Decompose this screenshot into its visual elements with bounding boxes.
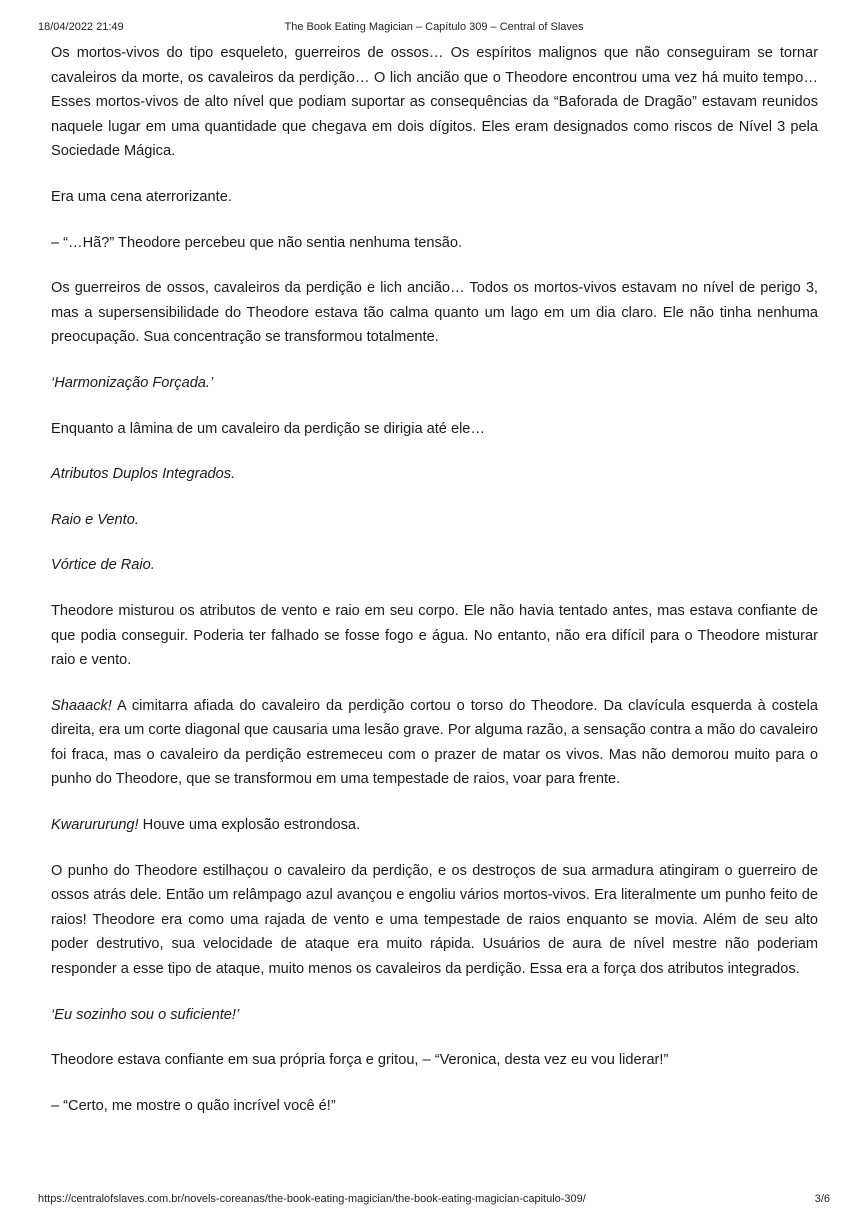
paragraph: – “Certo, me mostre o quão incrível você é!”	[51, 1097, 336, 1114]
italic-line: Raio e Vento.	[51, 511, 139, 528]
paragraph: – “…Hã?” Theodore percebeu que não sentia nenhuma tensão.	[51, 234, 463, 251]
page-title: The Book Eating Magician – Capítulo 309 – Central of Slaves	[284, 21, 584, 33]
paragraph: Era uma cena aterrorizante.	[51, 188, 232, 205]
italic-line: Atributos Duplos Integrados.	[51, 466, 236, 483]
paragraph: O punho do Theodore estilhaçou o cavaleiro da perdição, e os destroços de sua armadura atingiram o guerreiro de ossos atrás dele. Então um relâmpago azul avançou e engoliu vários mortos-vivos. Era literalmente um punho feito de raios! Theodore era como uma rajada de vento e uma tempestade de raios enquanto se movia. Além de seu alto poder destrutivo, sua velocidade de ataque era muito rápida. Usuários de aura de nível mestre não poderiam responder a esse tipo de ataque, muito menos os cavaleiros da perdição. Essa era a força dos atributos integrados.	[51, 862, 818, 978]
italic-line: Vórtice de Raio.	[51, 557, 155, 574]
paragraph: Os mortos-vivos do tipo esqueleto, guerreiros de ossos… Os espíritos malignos que não conseguiram se tornar cavaleiros da morte, os cavaleiros da perdição… O lich ancião que o Theodore encontrou uma vez há muito tempo… Esses mortos-vivos de alto nível que podiam suportar as consequências da “Baforada de Dragão” estavam reunidos naquele lugar em uma quantidade que chegava em dois dígitos. Eles eram designados como riscos de Nível 3 pela Sociedade Mágica.	[51, 45, 818, 160]
print-datetime: 18/04/2022 21:49	[38, 21, 124, 33]
italic-thought: ‘Eu sozinho sou o suficiente!’	[51, 1006, 240, 1023]
paragraph-body: A cimitarra afiada do cavaleiro da perdição cortou o torso do Theodore. Da clavícula esquerda à costela direita, era um corte diagonal que causaria uma lesão grave. Por alguma razão, a sensação contra a mão do cavaleiro foi fraca, mas o cavaleiro da perdição estremeceu com o prazer de matar os vivos. Mas não demorou muito para o punho do Theodore, que se transformou em uma tempestade de raios, voar para frente.	[51, 697, 818, 788]
paragraph: Theodore estava confiante em sua própria força e gritou, – “Veronica, desta vez eu vou liderar!”	[51, 1052, 669, 1069]
chapter-content	[51, 41, 818, 1139]
italic-thought: ‘Harmonização Forçada.’	[51, 374, 214, 391]
sound-effect: Kwarururung!	[51, 817, 139, 834]
paragraph: Enquanto a lâmina de um cavaleiro da perdição se dirigia até ele…	[51, 420, 486, 437]
paragraph-body: Houve uma explosão estrondosa.	[138, 817, 361, 834]
paragraph: Os guerreiros de ossos, cavaleiros da perdição e lich ancião… Todos os mortos-vivos estavam no nível de perigo 3, mas a supersensibilidade do Theodore estava tão calma quanto um lago em um dia claro. Ele não tinha nenhuma preocupação. Sua concentração se transformou totalmente.	[51, 280, 818, 346]
page-url: https://centralofslaves.com.br/novels-coreanas/the-book-eating-magician/the-book-eating-magician-capitulo-309/	[38, 1193, 586, 1205]
paragraph	[51, 813, 818, 838]
page-number: 3/6	[814, 1193, 830, 1205]
sound-effect: Shaaack!	[51, 697, 112, 714]
paragraph: Theodore misturou os atributos de vento e raio em seu corpo. Ele não havia tentado antes, mas estava confiante de que podia conseguir. Poderia ter falhado se fosse fogo e água. No entanto, não era difícil para o Theodore misturar raio e vento.	[51, 602, 818, 669]
paragraph	[51, 694, 818, 792]
